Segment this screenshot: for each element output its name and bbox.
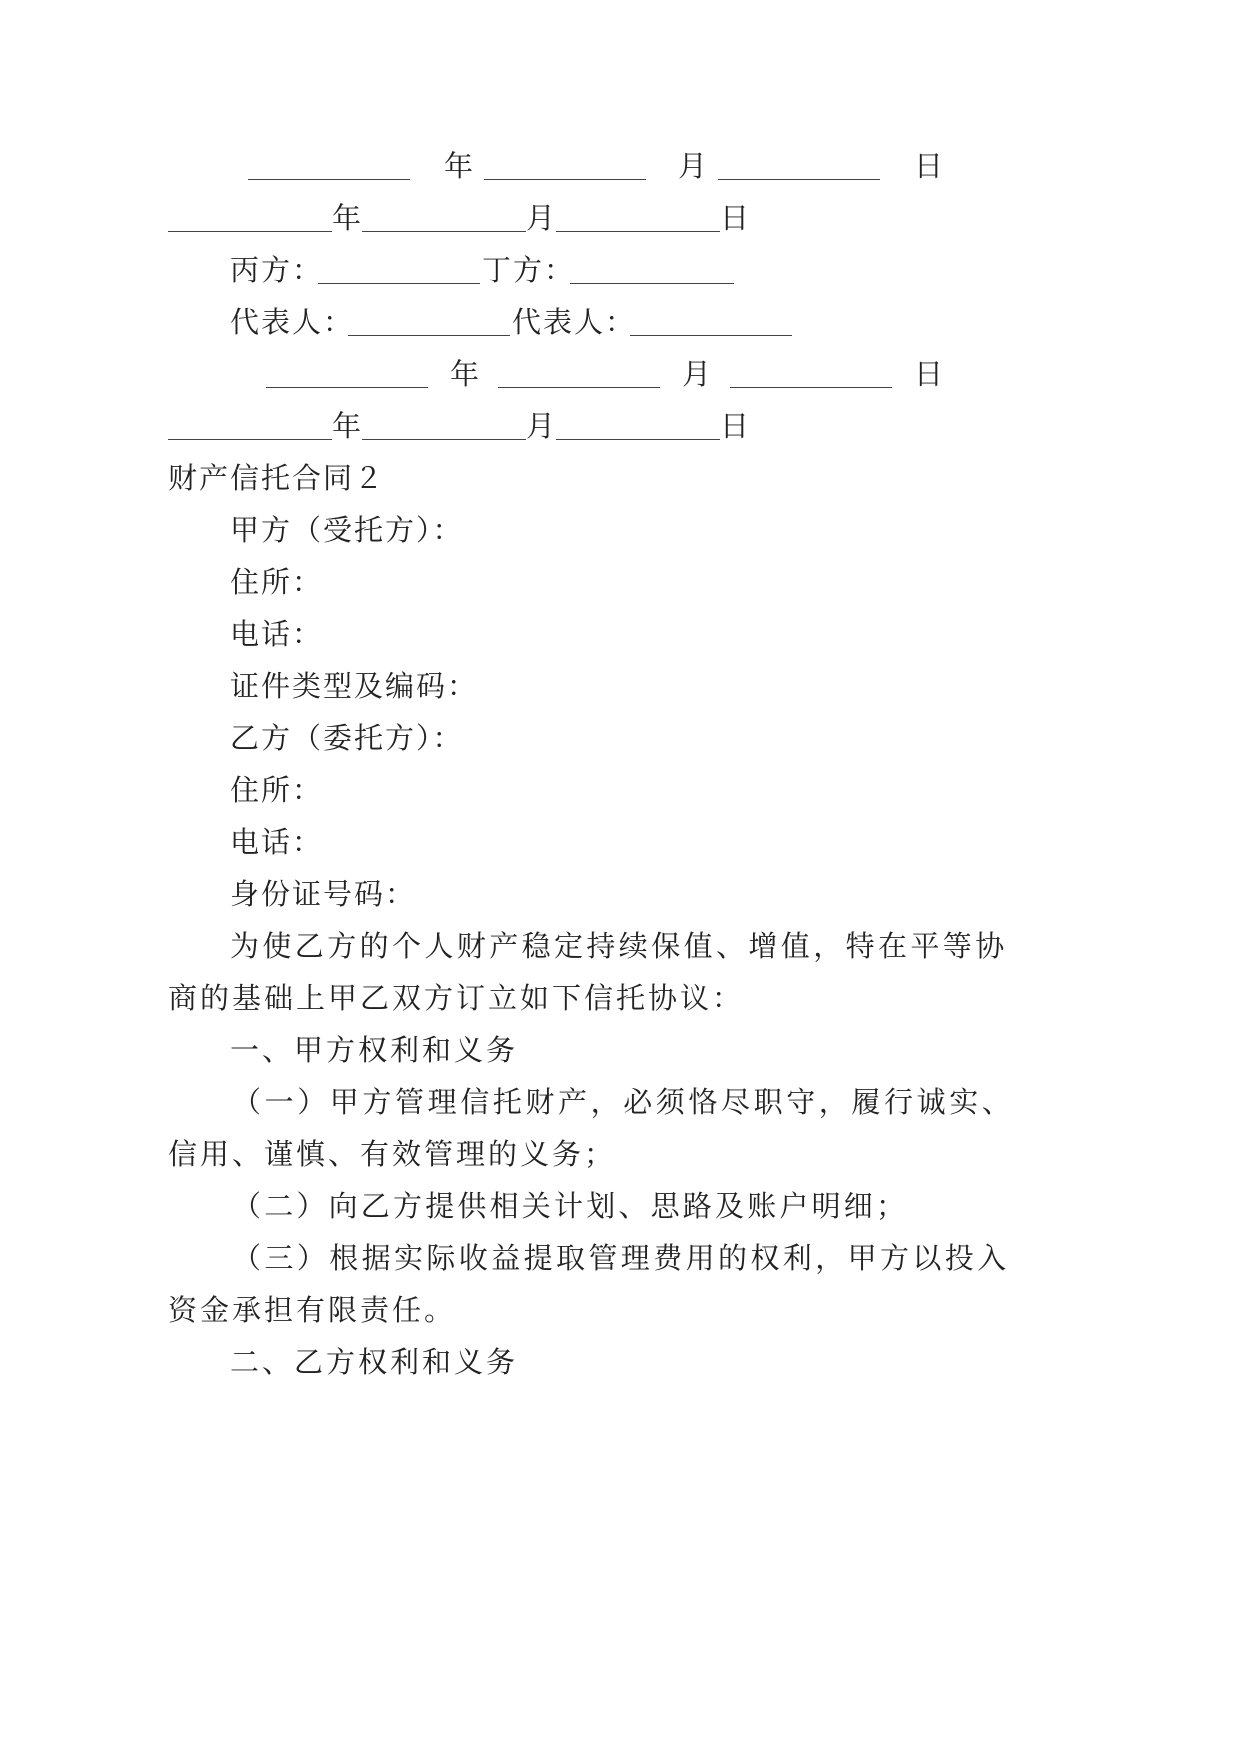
clause-1-2: （二）向乙方提供相关计划、思路及账户明细； [232, 1189, 909, 1223]
month-blank [484, 179, 646, 180]
day-blank [730, 387, 892, 388]
party-b-label: 乙方（委托方）： [230, 721, 464, 755]
year-blank [248, 179, 410, 180]
section-1-heading: 一、甲方权利和义务 [230, 1033, 519, 1067]
day-label: 日 [914, 357, 946, 391]
party-a-address: 住所： [230, 565, 324, 599]
year-label: 年 [444, 149, 476, 183]
year-label: 年 [332, 201, 364, 235]
day-label: 日 [720, 409, 752, 443]
month-blank [362, 231, 526, 232]
contract-title: 财产信托合同２ [168, 461, 386, 495]
month-blank [498, 387, 660, 388]
day-label: 日 [720, 201, 752, 235]
day-blank [556, 231, 720, 232]
clause-1-3-line-2: 资金承担有限责任。 [168, 1293, 457, 1327]
party-a-label: 甲方（受托方）： [230, 513, 464, 547]
preamble-line-1: 为使乙方的个人财产稳定持续保值、增值，特在平等协 [230, 929, 1008, 963]
preamble-line-2: 商的基础上甲乙双方订立如下信托协议： [168, 981, 745, 1015]
month-label: 月 [682, 357, 714, 391]
clause-1-3-line-1: （三）根据实际收益提取管理费用的权利，甲方以投入 [232, 1241, 1010, 1275]
representative-1-blank [348, 335, 510, 336]
month-label: 月 [526, 409, 558, 443]
month-label: 月 [678, 149, 710, 183]
representative-2-label: 代表人： [512, 305, 637, 339]
representative-2-blank [630, 335, 792, 336]
party-b-address: 住所： [230, 773, 324, 807]
party-d-label: 丁方： [482, 253, 576, 287]
representative-1-label: 代表人： [230, 305, 355, 339]
clause-1-1-line-1: （一）甲方管理信托财产，必须恪尽职守，履行诚实、 [232, 1085, 1015, 1119]
year-label: 年 [450, 357, 482, 391]
month-label: 月 [526, 201, 558, 235]
year-blank [168, 439, 332, 440]
party-b-phone: 电话： [230, 825, 324, 859]
party-a-phone: 电话： [230, 617, 324, 651]
party-a-id: 证件类型及编码： [230, 669, 479, 703]
day-blank [718, 179, 880, 180]
year-blank [266, 387, 428, 388]
party-b-id: 身份证号码： [230, 877, 417, 911]
party-c-blank [318, 283, 480, 284]
clause-1-1-line-2: 信用、谨慎、有效管理的义务； [168, 1137, 617, 1171]
section-2-heading: 二、乙方权利和义务 [230, 1345, 519, 1379]
year-label: 年 [332, 409, 364, 443]
day-blank [556, 439, 720, 440]
year-blank [168, 231, 332, 232]
party-c-label: 丙方： [230, 253, 324, 287]
month-blank [362, 439, 526, 440]
day-label: 日 [914, 149, 946, 183]
party-d-blank [570, 283, 734, 284]
